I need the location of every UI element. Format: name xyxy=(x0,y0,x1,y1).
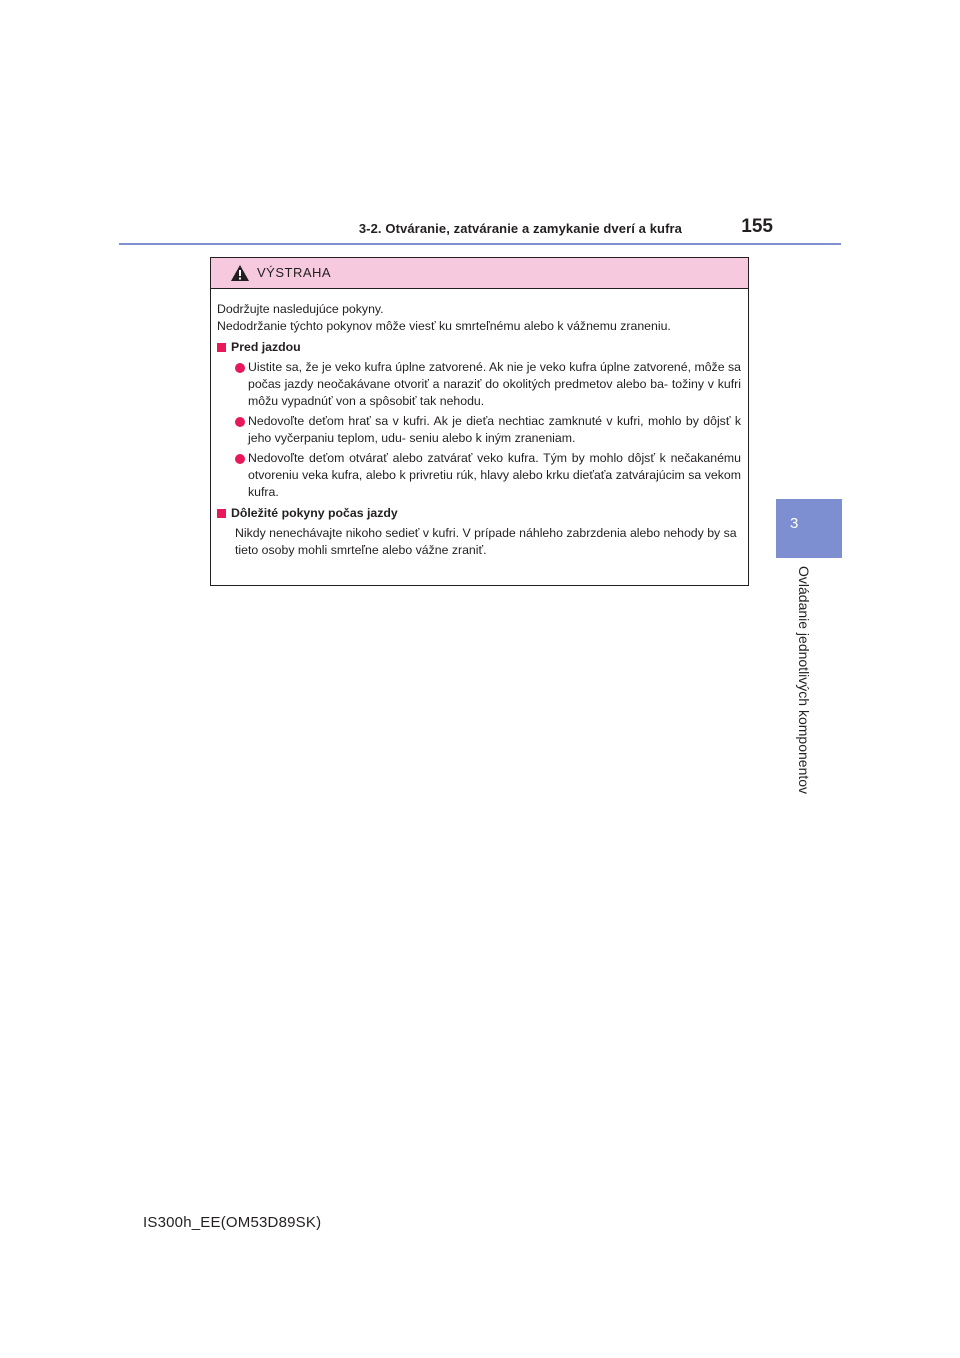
round-bullet-icon xyxy=(235,363,245,373)
square-bullet-icon xyxy=(217,343,226,352)
warning-header xyxy=(211,258,748,289)
warning-box xyxy=(210,257,749,586)
list-item xyxy=(217,450,741,501)
document-code: IS300h_EE(OM53D89SK) xyxy=(143,1214,322,1231)
list-item xyxy=(217,359,741,410)
round-bullet-icon xyxy=(235,417,245,427)
chapter-number: 3 xyxy=(790,515,799,532)
chapter-tab xyxy=(776,499,842,558)
section-heading xyxy=(217,505,741,522)
section-text: Nikdy nenechávajte nikoho sedieť v kufri. V prípade náhleho zabrzdenia alebo nehody by sa tieto osoby mohli smrteľne alebo vážne zraniť. xyxy=(235,526,737,557)
list-item-text: Uistite sa, že je veko kufra úplne zatvorené. Ak nie je veko kufra úplne zatvorené, môže sa počas jazdy neočakávane otvoriť a naraziť do okolitých predmetov alebo ba- tožiny v kufri môžu vypadnúť von a spôsobiť tak nehodu. xyxy=(248,360,741,408)
warning-body xyxy=(211,289,748,559)
warning-intro-line: Nedodržanie týchto pokynov môže viesť ku smrteľnému alebo k vážnemu zraneniu. xyxy=(217,319,671,333)
square-bullet-icon xyxy=(217,509,226,518)
list-item-text: Nedovoľte deťom otvárať alebo zatvárať veko kufra. Tým by mohlo dôjsť k nečakanému otvoreniu veka kufra, alebo k privretiu rúk, hlavy alebo krku dieťaťa zatvárajúcim sa vekom kufra. xyxy=(248,451,741,499)
list-item-text: Nedovoľte deťom hrať sa v kufri. Ak je dieťa nechtiac zamknuté v kufri, mohlo by dôjsť k jeho vyčerpaniu teplom, udu- seniu alebo k iným zraneniam. xyxy=(248,414,741,445)
page-number: 155 xyxy=(741,216,773,237)
section-heading xyxy=(217,339,741,356)
chapter-side-title: Ovládanie jednotlivých komponentov xyxy=(796,566,812,795)
warning-triangle-icon xyxy=(230,264,250,282)
list-item xyxy=(217,413,741,447)
warning-label: VÝSTRAHA xyxy=(257,265,332,280)
round-bullet-icon xyxy=(235,454,245,464)
page-header-title: 3-2. Otváranie, zatváranie a zamykanie dverí a kufra xyxy=(358,221,682,236)
warning-intro-line: Dodržujte nasledujúce pokyny. xyxy=(217,302,384,316)
header-divider xyxy=(119,243,841,245)
section-heading-text: Dôležité pokyny počas jazdy xyxy=(231,506,398,520)
section-heading-text: Pred jazdou xyxy=(231,340,301,354)
